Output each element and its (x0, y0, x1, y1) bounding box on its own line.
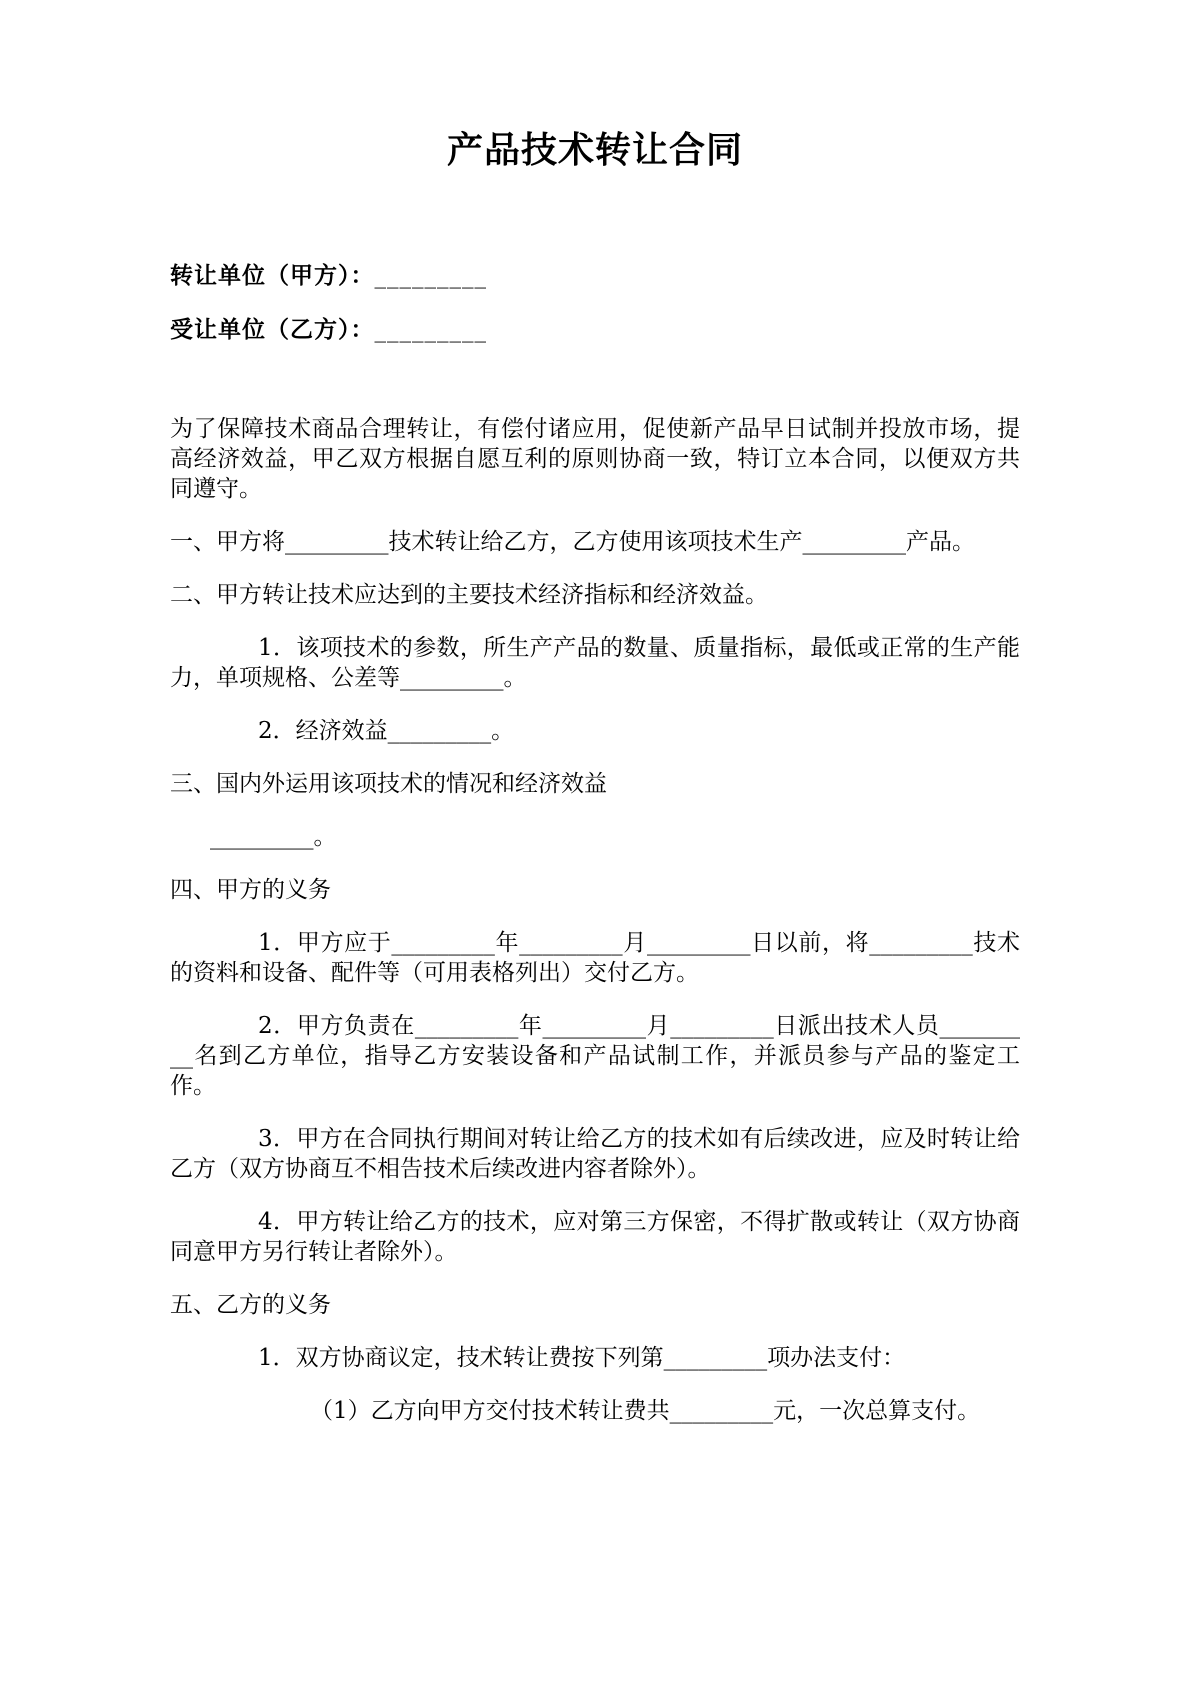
party-b-line (170, 318, 1020, 342)
clause-2: 二、甲方转让技术应达到的主要技术经济指标和经济效益。 (170, 582, 768, 608)
clause-5-heading: 五、乙方的义务 (170, 1292, 331, 1318)
clause-2-item-2: 2．经济效益_________。 (258, 718, 515, 744)
parties-block (170, 264, 1020, 342)
clause-3-blank-line: _________。 (210, 824, 337, 850)
paragraph-intro: 为了保障技术商品合理转让，有偿付诸应用，促使新产品早日试制并投放市场，提高经济效益，甲乙双方根据自愿互利的原则协商一致，特订立本合同，以便双方共同遵守。 (170, 416, 1020, 502)
clause-3: 三、国内外运用该项技术的情况和经济效益 (170, 771, 607, 797)
document-title: 产品技术转让合同 (446, 129, 743, 171)
clause-4-item-1: 1．甲方应于_________年_________月_________日以前，将_________技术的资料和设备、配件等（可用表格列出）交付乙方。 (170, 930, 1020, 986)
party-b-label: 受让单位（乙方）： (170, 316, 375, 343)
clause-2-item-1: 1．该项技术的参数，所生产产品的数量、质量指标，最低或正常的生产能力，单项规格、公差等_________。 (170, 635, 1020, 691)
clause-1: 一、甲方将_________技术转让给乙方，乙方使用该项技术生产_________产品。 (170, 529, 975, 555)
clause-5-item-1-sub-1: （1）乙方向甲方交付技术转让费共_________元，一次总算支付。 (310, 1398, 981, 1424)
clause-4-item-3: 3．甲方在合同执行期间对转让给乙方的技术如有后续改进，应及时转让给乙方（双方协商互不相告技术后续改进内容者除外）。 (170, 1126, 1020, 1182)
party-b-blank: _________ (374, 317, 487, 343)
clause-5-item-1: 1．双方协商议定，技术转让费按下列第_________项办法支付： (258, 1345, 906, 1371)
party-a-label: 转让单位（甲方）： (170, 262, 375, 289)
party-a-line (170, 264, 1020, 288)
clause-4-item-4: 4．甲方转让给乙方的技术，应对第三方保密，不得扩散或转让（双方协商同意甲方另行转让者除外）。 (170, 1209, 1020, 1265)
clause-4-item-2: 2．甲方负责在_________年_________月_________日派出技术人员_________名到乙方单位，指导乙方安装设备和产品试制工作，并派员参与产品的鉴定工作。 (170, 1013, 1020, 1099)
clause-4-heading: 四、甲方的义务 (170, 877, 331, 903)
party-a-blank: _________ (374, 263, 487, 289)
contract-body (170, 414, 1020, 1426)
